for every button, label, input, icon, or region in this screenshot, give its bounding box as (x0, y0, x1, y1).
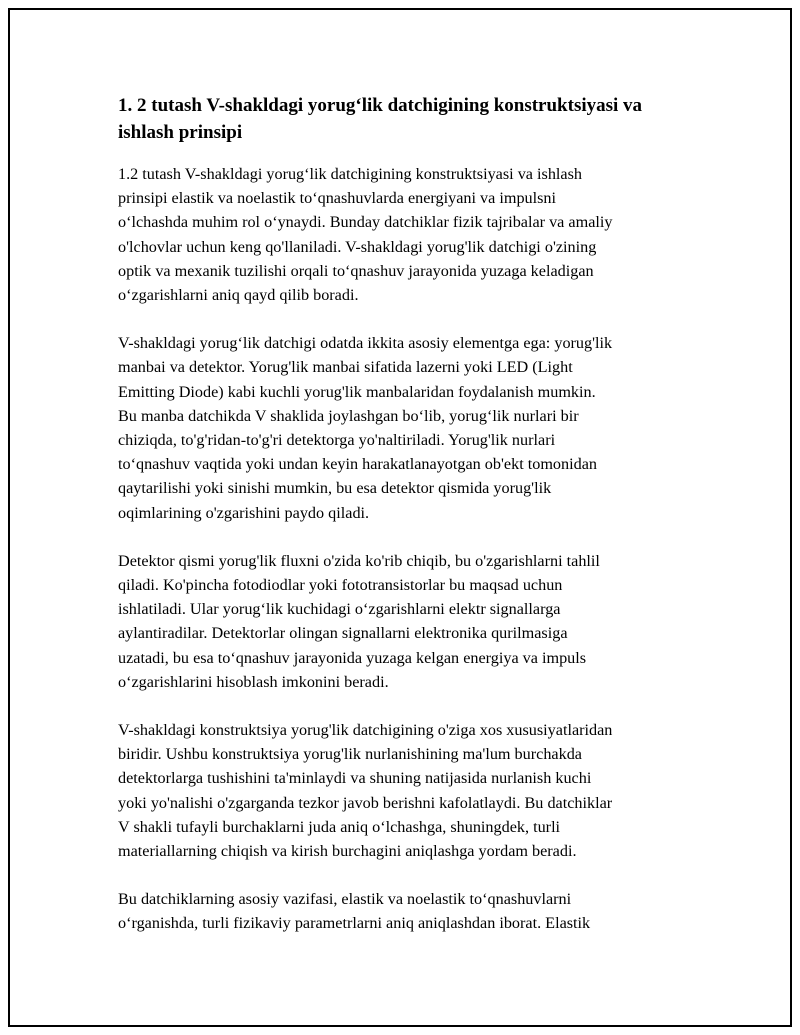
paragraph-line: o‘zgarishlarni aniq qayd qilib boradi. (118, 286, 359, 305)
paragraph-line: chiziqda, to'g'ridan-to'g'ri detektorga yo'naltiriladi. Yorug'lik nurlari (118, 431, 556, 450)
paragraph-line: 1.2 tutash V-shakldagi yorug‘lik datchigining konstruktsiyasi va ishlash (118, 165, 583, 183)
paragraph-line: optik va mexanik tuzilishi orqali to‘qnashuv jarayonida yuzaga keladigan (118, 261, 594, 280)
paragraph-line: biridir. Ushbu konstruktsiya yorug'lik nurlanishining ma'lum burchakda (118, 745, 582, 764)
paragraph-line: aylantiradilar. Detektorlar olingan signallarni elektronika qurilmasiga (118, 624, 568, 643)
paragraph-line: o'lchovlar uchun keng qo'llaniladi. V-shakldagi yorug'lik datchigi o'zining (118, 237, 597, 256)
paragraph-line: qiladi. Ko'pincha fotodiodlar yoki fototransistorlar bu maqsad uchun (118, 576, 563, 595)
paragraph-5 (118, 887, 688, 935)
paragraph-line: prinsipi elastik va noelastik to‘qnashuvlarda energiyani va impulsni (118, 189, 557, 208)
paragraph-line: V-shakldagi konstruktsiya yorug'lik datchigining o'ziga xos xususiyatlaridan (118, 721, 613, 740)
paragraph-line: oqimlarining o'zgarishini paydo qiladi. (118, 503, 370, 522)
paragraph-line: ishlatiladi. Ular yorug‘lik kuchidagi o‘zgarishlarni elektr signallarga (118, 600, 561, 619)
paragraph-line: Bu manba datchikda V shaklida joylashgan bo‘lib, yorug‘lik nurlari bir (118, 406, 579, 425)
section-heading: 1. 2 tutash V-shakldagi yorug‘lik datchigining konstruktsiyasi va ishlash prinsipi (118, 95, 643, 143)
paragraph-line: uzatadi, bu esa to‘qnashuv jarayonida yuzaga kelgan energiya va impuls (118, 648, 587, 667)
paragraph-4 (118, 718, 688, 863)
paragraph-line: to‘qnashuv vaqtida yoki undan keyin harakatlanayotgan ob'ekt tomonidan (118, 455, 597, 474)
paragraph-line: Detektor qismi yorug'lik fluxni o'zida ko'rib chiqib, bu o'zgarishlarni tahlil (118, 551, 600, 570)
paragraph-1 (118, 162, 688, 307)
paragraph-line: V shakli tufayli burchaklarni juda aniq o‘lchashga, shuningdek, turli (118, 817, 561, 836)
paragraph-line: yoki yo'nalishi o'zgarganda tezkor javob berishni kafolatlaydi. Bu datchiklar (118, 793, 613, 812)
paragraph-line: V-shakldagi yorug‘lik datchigi odatda ikkita asosiy elementga ega: yorug'lik (118, 334, 613, 353)
paragraph-line: Emitting Diode) kabi kuchli yorug'lik manbalaridan foydalanish mumkin. (118, 382, 596, 401)
paragraph-line: Bu datchiklarning asosiy vazifasi, elastik va noelastik to‘qnashuvlarni (118, 890, 572, 909)
paragraph-3 (118, 549, 688, 694)
paragraph-line: o‘rganishda, turli fizikaviy parametrlarni aniq aniqlashdan iborat. Elastik (118, 914, 591, 933)
paragraph-line: qaytarilishi yoki sinishi mumkin, bu esa detektor qismida yorug'lik (118, 479, 552, 498)
paragraph-line: manbai va detektor. Yorug'lik manbai sifatida lazerni yoki LED (Light (118, 358, 573, 377)
paragraph-line: o‘lchashda muhim rol o‘ynaydi. Bunday datchiklar fizik tajribalar va amaliy (118, 213, 613, 232)
paragraph-2 (118, 331, 688, 525)
paragraph-line: materiallarning chiqish va kirish burchagini aniqlashga yordam beradi. (118, 842, 577, 861)
paragraph-line: o‘zgarishlarini hisoblash imkonini beradi. (118, 672, 389, 691)
document-body (118, 92, 688, 960)
paragraph-line: detektorlarga tushishini ta'minlaydi va shuning natijasida nurlanish kuchi (118, 769, 592, 788)
